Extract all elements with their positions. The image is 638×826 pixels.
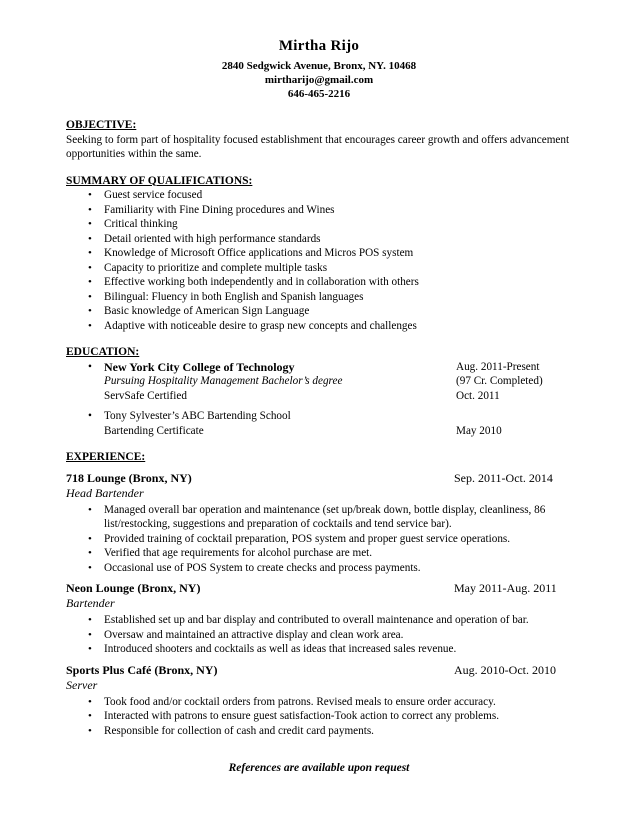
education-entry <box>66 360 586 404</box>
objective-text: Seeking to form part of hospitality focused establishment that encourages career growth and offers advancement opportunities within the same. <box>66 133 570 160</box>
job-entry <box>66 471 586 576</box>
job-role: Head Bartender <box>66 485 144 500</box>
qualifications-section <box>66 174 586 334</box>
job-role: Server <box>66 677 98 692</box>
list-item: • Provided training of cocktail preparation, POS system and proper guest service operations. <box>66 532 586 547</box>
education-row <box>104 424 586 439</box>
bullet-icon: • <box>88 360 92 373</box>
degree-note: (97 Cr. Completed) <box>456 375 543 387</box>
list-item: • Verified that age requirements for alcohol purchase are met. <box>66 546 586 561</box>
phone: 646-465-2216 <box>287 88 351 100</box>
job-header <box>66 471 586 486</box>
list-item: • Oversaw and maintained an attractive display and clean work area. <box>66 628 586 643</box>
degree: Pursuing Hospitality Management Bachelor’s degree <box>104 375 343 387</box>
education-row <box>104 360 586 375</box>
education-entry <box>66 409 586 438</box>
list-item: • Guest service focused <box>66 188 586 203</box>
candidate-name: Mirtha Rijo <box>278 38 360 54</box>
experience-title: EXPERIENCE: <box>66 451 146 463</box>
list-item: • Established set up and bar display and contributed to overall maintenance and operation of bar. <box>66 613 586 628</box>
job-header <box>66 663 586 678</box>
objective-title: OBJECTIVE: <box>66 119 137 131</box>
list-item: • Effective working both independently and in collaboration with others <box>66 275 586 290</box>
education-row <box>104 374 586 389</box>
address: 2840 Sedgwick Avenue, Bronx, NY. 10468 <box>221 60 417 72</box>
job-entry <box>66 663 586 739</box>
job-dates: Sep. 2011-Oct. 2014 <box>454 470 553 485</box>
job-role: Bartender <box>66 596 115 610</box>
qualifications-title: SUMMARY OF QUALIFICATIONS: <box>66 174 253 187</box>
certificate: Bartending Certificate <box>104 424 204 437</box>
resume-header <box>0 38 638 101</box>
list-item: • Detail oriented with high performance standards <box>66 232 586 247</box>
job-dates: Aug. 2010-Oct. 2010 <box>454 662 556 677</box>
job-duties <box>66 695 586 739</box>
certificate-date: May 2010 <box>456 424 502 437</box>
job-entry <box>66 581 586 657</box>
list-item: • Adaptive with noticeable desire to grasp new concepts and challenges <box>66 319 586 334</box>
objective-section <box>66 118 586 162</box>
education-row <box>104 389 586 404</box>
institution: New York City College of Technology <box>104 359 295 374</box>
list-item: • Managed overall bar operation and maintenance (set up/break down, bottle display, cleanliness, 86 list/restocking, suggestions and preparation of cocktails and tend service bar). <box>66 503 586 532</box>
list-item: • Interacted with patrons to ensure guest satisfaction-Took action to correct any problems. <box>66 709 586 724</box>
list-item: • Responsible for collection of cash and credit card payments. <box>66 724 586 739</box>
list-item: • Took food and/or cocktail orders from patrons. Revised meals to ensure order accuracy. <box>66 695 586 710</box>
list-item: • Familiarity with Fine Dining procedures and Wines <box>66 203 586 218</box>
certificate-date: Oct. 2011 <box>456 389 500 402</box>
resume-body <box>66 118 586 750</box>
job-duties <box>66 613 586 657</box>
list-item: • Occasional use of POS System to create checks and process payments. <box>66 561 586 576</box>
list-item: • Capacity to prioritize and complete multiple tasks <box>66 261 586 276</box>
education-title: EDUCATION: <box>66 346 140 358</box>
list-item: • Bilingual: Fluency in both English and Spanish languages <box>66 290 586 305</box>
institution: Tony Sylvester’s ABC Bartending School <box>104 410 291 422</box>
list-item: • Basic knowledge of American Sign Language <box>66 304 586 319</box>
list-item: • Knowledge of Microsoft Office applications and Micros POS system <box>66 246 586 261</box>
employer: Sports Plus Café (Bronx, NY) <box>66 662 218 677</box>
job-duties <box>66 503 586 576</box>
employer: Neon Lounge (Bronx, NY) <box>66 581 201 595</box>
email: mirtharijo@gmail.com <box>264 74 374 86</box>
list-item: • Critical thinking <box>66 217 586 232</box>
employer: 718 Lounge (Bronx, NY) <box>66 470 192 485</box>
education-row <box>104 409 586 424</box>
job-header <box>66 581 586 596</box>
job-dates: May 2011-Aug. 2011 <box>454 581 557 595</box>
institution-date: Aug. 2011-Present <box>456 360 540 373</box>
references-note: References are available upon request <box>228 762 410 774</box>
list-item: • Introduced shooters and cocktails as well as ideas that increased sales revenue. <box>66 642 586 657</box>
experience-section <box>66 450 586 738</box>
bullet-icon: • <box>88 410 92 422</box>
certificate: ServSafe Certified <box>104 389 187 402</box>
qualifications-list <box>66 188 586 333</box>
education-section <box>66 345 586 438</box>
